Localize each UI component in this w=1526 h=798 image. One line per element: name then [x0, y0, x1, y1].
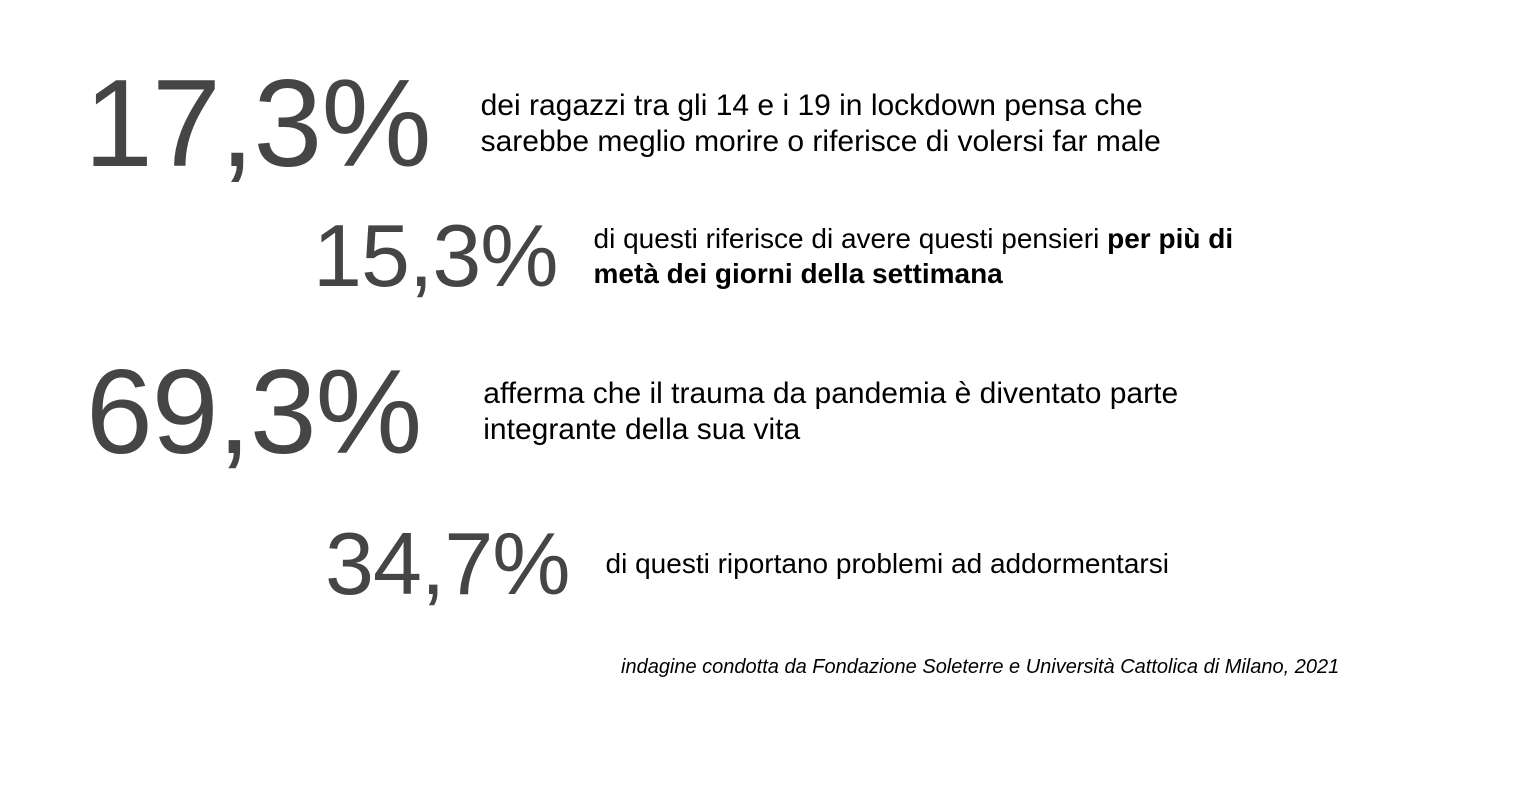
stat-description-line: di questi riportano problemi ad addormentarsi	[605, 548, 1169, 579]
stat-description-emphasis: metà dei giorni della settimana	[593, 258, 1003, 289]
stat-description-text: di questi riferisce di avere questi pensieri	[593, 223, 1108, 254]
stat-description-emphasis: per più di	[1107, 223, 1234, 254]
stat-description-line: dei ragazzi tra gli 14 e i 19 in lockdown pensa che	[480, 89, 1143, 122]
stat-value: 69,3%	[86, 345, 422, 479]
stat-block-1	[84, 55, 1161, 193]
stat-description	[594, 221, 1234, 291]
stat-value: 34,7%	[325, 514, 570, 613]
stat-block-4	[325, 514, 1169, 613]
stat-description	[481, 88, 1161, 160]
stat-description-line	[594, 221, 1234, 256]
stat-value: 17,3%	[84, 55, 431, 193]
stat-description-line: integrante della sua vita	[483, 413, 801, 446]
stat-value: 15,3%	[313, 206, 558, 305]
stat-description-line: afferma che il trauma da pandemia è diventato parte	[483, 377, 1179, 410]
stat-description	[606, 546, 1169, 582]
stat-description-line	[594, 256, 1234, 291]
stat-block-3	[86, 345, 1179, 479]
stat-description	[483, 376, 1178, 448]
stat-block-2	[313, 206, 1234, 305]
source-citation: indagine condotta da Fondazione Soleterre e Università Cattolica di Milano, 2021	[621, 656, 1340, 678]
stat-description-line: sarebbe meglio morire o riferisce di volersi far male	[480, 125, 1161, 158]
